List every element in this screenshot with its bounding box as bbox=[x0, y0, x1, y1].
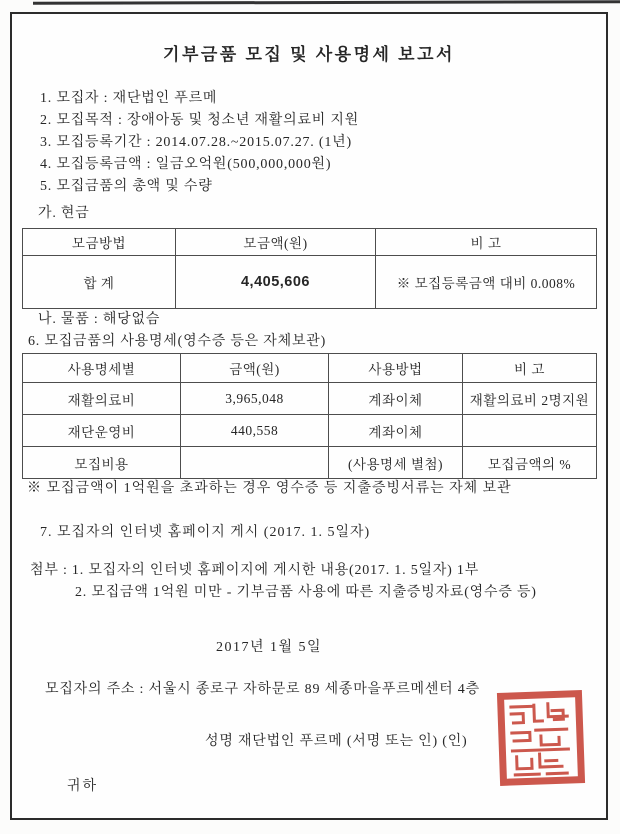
cash-subsection-label: 가. 현금 bbox=[38, 206, 90, 221]
report-header-fields bbox=[40, 88, 359, 198]
signature-line: 성명 재단법인 푸르메 (서명 또는 인) (인) bbox=[205, 734, 468, 749]
cell-usage-type: 재활의료비 bbox=[23, 383, 181, 415]
goods-subsection-label: 나. 물품 : 해당없슴 bbox=[38, 312, 161, 327]
cell-amount bbox=[181, 447, 329, 479]
field-registration-period: 3. 모집등록기간 : 2014.07.28.~2015.07.27. (1년) bbox=[40, 135, 352, 150]
report-sheet bbox=[10, 12, 608, 820]
cell-method: 계좌이체 bbox=[329, 415, 463, 447]
column-header-usage-type: 사용명세별 bbox=[23, 354, 181, 383]
cell-total-remarks: ※ 모집등록금액 대비 0.008% bbox=[376, 256, 597, 309]
column-header-amount: 금액(원) bbox=[181, 354, 329, 383]
attachment-line-1: 첨부 : 1. 모집자의 인터넷 홈페이지에 게시한 내용(2017. 1. 5일자) 1부 bbox=[30, 563, 480, 578]
attachment-line-2: 2. 모집금액 1억원 미만 - 기부금품 사용에 따른 지출증빙자료(영수증 등) bbox=[75, 585, 537, 600]
column-header-usage-method: 사용방법 bbox=[329, 354, 463, 383]
column-header-method: 모금방법 bbox=[23, 229, 176, 256]
seal-icon bbox=[495, 688, 586, 787]
field-collector: 1. 모집자 : 재단법인 푸르메 bbox=[40, 91, 218, 106]
field-total-and-quantity: 5. 모집금품의 총액 및 수량 bbox=[40, 179, 213, 194]
website-posting-line: 7. 모집자의 인터넷 홈페이지 게시 (2017. 1. 5일자) bbox=[40, 525, 371, 540]
cell-amount: 440,558 bbox=[181, 415, 329, 447]
cell-usage-type: 재단운영비 bbox=[23, 415, 181, 447]
usage-section-label: 6. 모집금품의 사용명세(영수증 등은 자체보관) bbox=[28, 334, 327, 349]
cell-method: 계좌이체 bbox=[329, 383, 463, 415]
column-header-amount: 모금액(원) bbox=[176, 229, 376, 256]
field-collection-purpose: 2. 모집목적 : 장애아동 및 청소년 재활의료비 지원 bbox=[40, 113, 360, 128]
report-date: 2017년 1월 5일 bbox=[216, 640, 323, 655]
page-title: 기부금품 모집 및 사용명세 보고서 bbox=[163, 45, 455, 64]
cell-total-amount: 4,405,606 bbox=[176, 256, 376, 309]
table-row bbox=[23, 415, 597, 447]
table-row bbox=[23, 447, 597, 479]
cell-remarks: 모집금액의 % bbox=[463, 447, 597, 479]
recipient-label: 귀하 bbox=[67, 779, 99, 794]
cell-usage-type: 모집비용 bbox=[23, 447, 181, 479]
table-row bbox=[23, 256, 597, 309]
table-header-row bbox=[23, 229, 597, 256]
collector-address: 모집자의 주소 : 서울시 종로구 자하문로 89 세종마을푸르메센터 4층 bbox=[45, 682, 480, 697]
cash-collection-table bbox=[22, 228, 597, 309]
column-header-remarks: 비 고 bbox=[376, 229, 597, 256]
scan-edge-artifact bbox=[33, 0, 620, 5]
table-row bbox=[23, 383, 597, 415]
cell-method: (사용명세 별첨) bbox=[329, 447, 463, 479]
corporate-seal-stamp bbox=[495, 688, 586, 787]
table-header-row bbox=[23, 354, 597, 383]
cell-amount: 3,965,048 bbox=[181, 383, 329, 415]
cell-remarks bbox=[463, 415, 597, 447]
cell-total-label: 합 계 bbox=[23, 256, 176, 309]
column-header-remarks: 비 고 bbox=[463, 354, 597, 383]
field-registration-amount: 4. 모집등록금액 : 일금오억원(500,000,000원) bbox=[40, 157, 332, 172]
cell-remarks: 재활의료비 2명지원 bbox=[463, 383, 597, 415]
usage-details-table bbox=[22, 353, 597, 479]
self-retention-footnote: ※ 모집금액이 1억원을 초과하는 경우 영수증 등 지출증빙서류는 자체 보관 bbox=[27, 481, 512, 496]
